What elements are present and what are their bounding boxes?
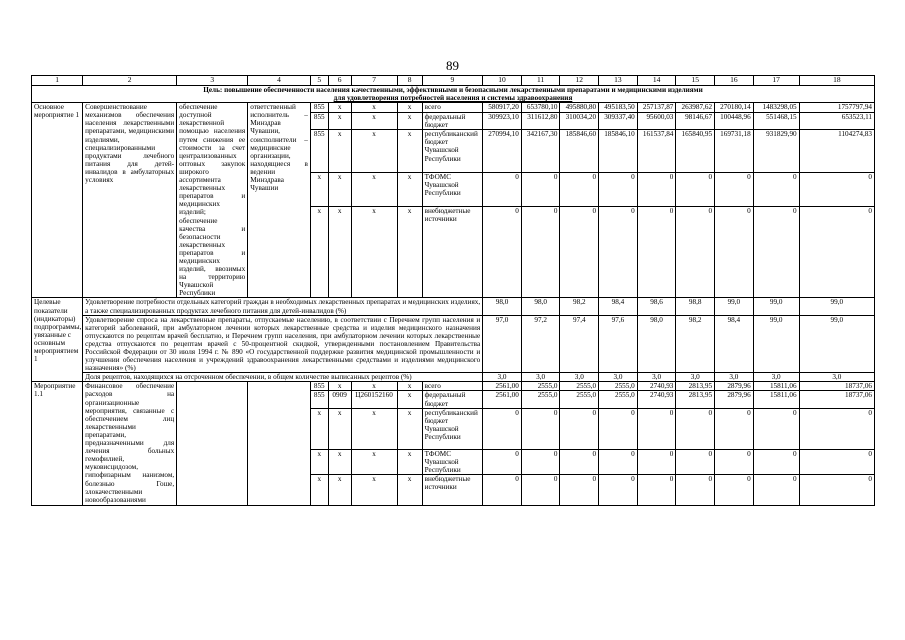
code-target: Ц260152160	[351, 391, 397, 408]
target-text: Доля рецептов, находящихся на отсроченном обеспечении, в общем количестве выписанных рецептов (%)	[83, 373, 483, 382]
target-value: 98,8	[676, 298, 715, 315]
funding-source: ТФОМС Чувашской Республики	[422, 449, 483, 474]
amount-cell: 257137,87	[637, 103, 676, 112]
amount-cell: 2813,95	[676, 391, 715, 408]
amount-cell: 0	[753, 172, 799, 206]
amount-cell: 0	[599, 172, 638, 206]
amount-cell: 0	[483, 408, 522, 449]
amount-cell: 0	[599, 449, 638, 474]
amount-cell: 0	[799, 449, 874, 474]
amount-cell: 551468,15	[753, 112, 799, 130]
amount-cell: 169731,18	[715, 130, 754, 172]
funding-source: республиканский бюджет Чувашской Республики	[422, 130, 483, 172]
target-value: 98,4	[599, 298, 638, 315]
amount-cell: 0	[715, 449, 754, 474]
target-value: 3,0	[753, 373, 799, 382]
code-type: x	[397, 172, 422, 206]
amount-cell: 2879,96	[715, 391, 754, 408]
amount-cell: 2555,0	[521, 382, 560, 391]
goal-row	[32, 86, 875, 103]
target-value: 3,0	[560, 373, 599, 382]
target-text: Удовлетворение спроса на лекарственные препараты, отпускаемые населению, в соответствии с Перечнем групп населения и категорий заболеваний, при амбулаторном лечении которых лекарственные средства и изделия медицинского назначения отпускаются по рецептам врачей бесплатно, и Перечнем групп населения, при амбулаторном лечении которых лекарственные средства отпускаются по рецептам врачей с 50-процентной скидкой, утвержденными постановлением Правительства Российской Федерации от 30 июля 1994 г. № 890 «О государственной поддержке развития медицинской промышленности и улучшении обеспечения населения и учреждений здравоохранения лекарственными средствами и изделиями медицинского назначения» (%)	[83, 315, 483, 373]
amount-cell: 2879,96	[715, 382, 754, 391]
target-indicator-row	[32, 315, 875, 373]
amount-cell: 2740,93	[637, 391, 676, 408]
amount-cell: 2561,00	[483, 382, 522, 391]
funding-source: всего	[422, 382, 483, 391]
column-number: 7	[351, 76, 397, 86]
target-indicator-row	[32, 298, 875, 315]
amount-cell: 495183,50	[599, 103, 638, 112]
amount-cell: 0	[676, 206, 715, 298]
event-executor	[248, 382, 311, 506]
amount-cell: 100448,96	[715, 112, 754, 130]
code-type: x	[397, 408, 422, 449]
amount-cell: 0	[483, 172, 522, 206]
code-type: x	[397, 130, 422, 172]
funding-source: федеральный бюджет	[422, 391, 483, 408]
target-value: 98,0	[521, 298, 560, 315]
target-value: 99,0	[799, 315, 874, 373]
code-grbs: 855	[310, 112, 328, 130]
column-number: 4	[248, 76, 311, 86]
amount-cell: 0	[560, 206, 599, 298]
amount-cell: 0	[637, 206, 676, 298]
funding-source: федеральный бюджет	[422, 112, 483, 130]
amount-cell: 0	[560, 172, 599, 206]
target-text: Удовлетворение потребности отдельных категорий граждан в необходимых лекарственных препаратах и медицинских изделиях, а также специализированных продуктах лечебного питания для детей-инвалидов (%)	[83, 298, 483, 315]
amount-cell: 185846,60	[560, 130, 599, 172]
code-section: 0909	[328, 391, 351, 408]
amount-cell: 2555,0	[599, 382, 638, 391]
amount-cell: 0	[483, 474, 522, 505]
amount-cell: 263987,62	[676, 103, 715, 112]
amount-cell: 0	[521, 408, 560, 449]
code-grbs: 855	[310, 382, 328, 391]
target-value: 98,2	[560, 298, 599, 315]
amount-cell: 165840,95	[676, 130, 715, 172]
amount-cell: 311612,80	[521, 112, 560, 130]
target-value: 98,0	[637, 315, 676, 373]
targets-label: Целевые показатели (индикаторы) подпрограммы, увязанные с основным мероприятием 1	[32, 298, 83, 382]
amount-cell: 0	[521, 474, 560, 505]
amount-cell: 580917,20	[483, 103, 522, 112]
amount-cell: 95600,03	[637, 112, 676, 130]
funding-row	[32, 103, 875, 112]
goal-line-2: для удовлетворения потребностей населения и системы здравоохранения	[333, 94, 573, 103]
amount-cell: 653523,11	[799, 112, 874, 130]
amount-cell: 0	[599, 408, 638, 449]
amount-cell: 15811,06	[753, 391, 799, 408]
amount-cell: 0	[753, 408, 799, 449]
event-label: Основное мероприятие 1	[32, 103, 83, 298]
code-target: x	[351, 206, 397, 298]
amount-cell: 653780,10	[521, 103, 560, 112]
funding-source: ТФОМС Чувашской Республики	[422, 172, 483, 206]
column-number: 8	[397, 76, 422, 86]
amount-cell: 495880,80	[560, 103, 599, 112]
amount-cell: 0	[676, 474, 715, 505]
amount-cell: 0	[637, 408, 676, 449]
column-number: 5	[310, 76, 328, 86]
amount-cell: 2740,93	[637, 382, 676, 391]
amount-cell: 0	[483, 206, 522, 298]
amount-cell: 2555,0	[599, 391, 638, 408]
target-value: 97,4	[560, 315, 599, 373]
column-number: 3	[177, 76, 248, 86]
event-description	[177, 382, 248, 506]
amount-cell: 0	[521, 172, 560, 206]
code-target: x	[351, 172, 397, 206]
amount-cell: 309337,40	[599, 112, 638, 130]
target-value: 98,4	[715, 315, 754, 373]
amount-cell: 0	[753, 449, 799, 474]
amount-cell: 270994,10	[483, 130, 522, 172]
column-number: 10	[483, 76, 522, 86]
column-header-row	[32, 76, 875, 86]
amount-cell: 0	[799, 474, 874, 505]
code-target: x	[351, 112, 397, 130]
column-number: 13	[599, 76, 638, 86]
target-value: 3,0	[799, 373, 874, 382]
code-section: x	[328, 206, 351, 298]
amount-cell: 1483298,05	[753, 103, 799, 112]
column-number: 11	[521, 76, 560, 86]
column-number: 9	[422, 76, 483, 86]
funding-source: внебюджетные источники	[422, 474, 483, 505]
target-value: 99,0	[715, 298, 754, 315]
goal-cell	[32, 86, 875, 103]
amount-cell: 2555,0	[560, 391, 599, 408]
amount-cell: 310034,20	[560, 112, 599, 130]
target-value: 97,2	[521, 315, 560, 373]
column-number: 15	[676, 76, 715, 86]
amount-cell: 2813,95	[676, 382, 715, 391]
code-grbs: 855	[310, 103, 328, 112]
code-type: x	[397, 206, 422, 298]
target-value: 99,0	[753, 298, 799, 315]
column-number: 16	[715, 76, 754, 86]
target-value: 3,0	[483, 373, 522, 382]
code-target: x	[351, 382, 397, 391]
amount-cell: 0	[560, 408, 599, 449]
code-grbs: x	[310, 449, 328, 474]
page-number: 89	[446, 58, 459, 73]
code-grbs: x	[310, 206, 328, 298]
code-target: x	[351, 474, 397, 505]
code-grbs: x	[310, 172, 328, 206]
amount-cell: 0	[753, 474, 799, 505]
funding-source: всего	[422, 103, 483, 112]
code-type: x	[397, 103, 422, 112]
amount-cell: 0	[715, 408, 754, 449]
amount-cell: 1757797,94	[799, 103, 874, 112]
target-value: 3,0	[715, 373, 754, 382]
program-table	[31, 75, 875, 506]
code-section: x	[328, 449, 351, 474]
amount-cell: 0	[753, 206, 799, 298]
target-value: 3,0	[521, 373, 560, 382]
target-value: 98,6	[637, 298, 676, 315]
target-value: 3,0	[637, 373, 676, 382]
code-grbs: 855	[310, 391, 328, 408]
target-indicator-row	[32, 373, 875, 382]
code-type: x	[397, 112, 422, 130]
event-label: Мероприятие 1.1	[32, 382, 83, 506]
amount-cell: 2561,00	[483, 391, 522, 408]
column-number: 2	[83, 76, 177, 86]
column-number: 17	[753, 76, 799, 86]
amount-cell: 931829,90	[753, 130, 799, 172]
code-type: x	[397, 391, 422, 408]
amount-cell: 0	[637, 172, 676, 206]
code-section: x	[328, 112, 351, 130]
amount-cell: 0	[715, 474, 754, 505]
amount-cell: 0	[599, 206, 638, 298]
amount-cell: 0	[560, 449, 599, 474]
column-number: 1	[32, 76, 83, 86]
code-section: x	[328, 172, 351, 206]
amount-cell: 1104274,83	[799, 130, 874, 172]
amount-cell: 309923,10	[483, 112, 522, 130]
target-value: 99,0	[799, 298, 874, 315]
code-target: x	[351, 103, 397, 112]
funding-row	[32, 382, 875, 391]
event-executor: ответственный исполнитель – Минздрав Чувашии, соисполнители – медицинские организации, находящиеся в ведении Минздрава Чувашии	[248, 103, 311, 298]
funding-source: внебюджетные источники	[422, 206, 483, 298]
code-section: x	[328, 408, 351, 449]
amount-cell: 0	[637, 449, 676, 474]
amount-cell: 161537,84	[637, 130, 676, 172]
target-value: 98,2	[676, 315, 715, 373]
amount-cell: 0	[799, 408, 874, 449]
amount-cell: 0	[676, 172, 715, 206]
event-name: Совершенствование механизмов обеспечения населения лекарственными препаратами, медицинскими изделиями, специализированными продуктами лечебного питания для детей-инвалидов в амбулаторных условиях	[83, 103, 177, 298]
amount-cell: 0	[560, 474, 599, 505]
code-section: x	[328, 382, 351, 391]
amount-cell: 0	[799, 206, 874, 298]
amount-cell: 2555,0	[521, 391, 560, 408]
code-target: x	[351, 130, 397, 172]
amount-cell: 2555,0	[560, 382, 599, 391]
code-target: x	[351, 408, 397, 449]
target-value: 3,0	[599, 373, 638, 382]
code-type: x	[397, 382, 422, 391]
amount-cell: 0	[637, 474, 676, 505]
code-target: x	[351, 449, 397, 474]
code-section: x	[328, 474, 351, 505]
amount-cell: 0	[599, 474, 638, 505]
amount-cell: 0	[799, 172, 874, 206]
funding-source: республиканский бюджет Чувашской Республики	[422, 408, 483, 449]
column-number: 6	[328, 76, 351, 86]
amount-cell: 185846,10	[599, 130, 638, 172]
amount-cell: 18737,06	[799, 391, 874, 408]
amount-cell: 0	[521, 206, 560, 298]
event-description: обеспечение доступной лекарственной помощью населения путем снижения ее стоимости за счет централизованных оптовых закупок широкого ассортимента лекарственных препаратов и медицинских изделий; обеспечение качества и безопасности лекарственных препаратов и медицинских изделий, ввозимых на территорию Чувашской Республики	[177, 103, 248, 298]
column-number: 18	[799, 76, 874, 86]
goal-line-1: Цель: повышение обеспеченности населения качественными, эффективными и безопасными лекарственными препаратами и медицинскими изделиями	[203, 86, 703, 94]
target-value: 98,0	[483, 298, 522, 315]
code-section: x	[328, 130, 351, 172]
amount-cell: 270180,14	[715, 103, 754, 112]
column-number: 12	[560, 76, 599, 86]
amount-cell: 0	[676, 449, 715, 474]
code-type: x	[397, 449, 422, 474]
amount-cell: 0	[715, 172, 754, 206]
amount-cell: 0	[676, 408, 715, 449]
amount-cell: 0	[521, 449, 560, 474]
amount-cell: 18737,06	[799, 382, 874, 391]
amount-cell: 15811,06	[753, 382, 799, 391]
event-name: Финансовое обеспечение расходов на организационные мероприятия, связанные с обеспечением лиц лекарственными препаратами, предназначенными для лечения больных гемофилией, муковисцидозом, гипофизарным нанизмом, болезнью Гоше, злокачественными новообразованиями	[83, 382, 177, 506]
target-value: 3,0	[676, 373, 715, 382]
amount-cell: 98146,67	[676, 112, 715, 130]
amount-cell: 0	[483, 449, 522, 474]
code-grbs: x	[310, 474, 328, 505]
target-value: 97,0	[483, 315, 522, 373]
target-value: 99,0	[753, 315, 799, 373]
code-section: x	[328, 103, 351, 112]
target-value: 97,6	[599, 315, 638, 373]
code-type: x	[397, 474, 422, 505]
code-grbs: 855	[310, 130, 328, 172]
code-grbs: x	[310, 408, 328, 449]
column-number: 14	[637, 76, 676, 86]
amount-cell: 342167,30	[521, 130, 560, 172]
amount-cell: 0	[715, 206, 754, 298]
